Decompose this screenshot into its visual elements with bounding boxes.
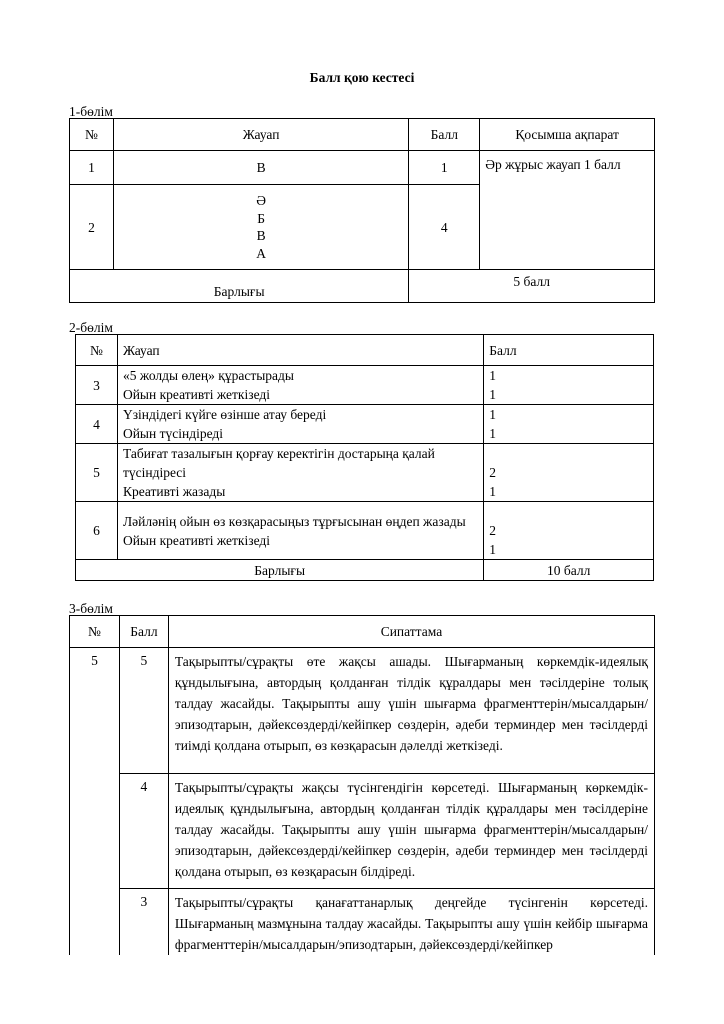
s1-header-no: №: [70, 119, 114, 151]
s2-header-answer: Жауап: [117, 335, 483, 366]
s2-row-score: 2 1: [484, 444, 654, 502]
s2-row-no: 3: [76, 366, 118, 405]
s2-row-score: 1 1: [484, 405, 654, 444]
s2-row-score: 2 1: [484, 502, 654, 560]
s2-row-no: 6: [76, 502, 118, 560]
s2-row-answer: Табиғат тазалығын қорғау керектігін достарыңа қалай түсіндіресі Креативті жазады: [117, 444, 483, 502]
s1-header-info: Қосымша ақпарат: [480, 119, 655, 151]
s3-header-no: №: [70, 616, 120, 648]
s3-row-score: 4: [119, 774, 168, 889]
s1-row2-answer: Ә Б В А: [113, 185, 408, 270]
page-title: Балл қою кестесі: [309, 70, 415, 85]
s2-header-score: Балл: [484, 335, 654, 366]
s2-total-value: 10 балл: [484, 560, 654, 581]
s3-header-score: Балл: [119, 616, 168, 648]
s2-row-score: 1 1: [484, 366, 654, 405]
s1-row1-no: 1: [70, 151, 114, 185]
s1-info: Әр жұрыс жауап 1 балл: [480, 151, 655, 270]
s1-header-answer: Жауап: [113, 119, 408, 151]
section1-label: 1-бөлім: [69, 104, 113, 119]
s2-row-no: 5: [76, 444, 118, 502]
s1-row1-score: 1: [409, 151, 480, 185]
s3-row-desc: Тақырыпты/сұрақты өте жақсы ашады. Шығарманың көркемдік-идеялық құндылығына, автордың қолданған тілдік құралдары мен тәсілдеріне толық талдау жасайды. Тақырыпты ашу үшін шығарма фрагменттерін/мысалдарын/эпизодтарын, дәйексөздерді/кейіпкер сөздерін, әдеби терминдер мен тәсілдерді тиімді қолдана отырып, өз көзқарасын дәлелді жеткізеді.: [168, 648, 654, 774]
s1-row2-score: 4: [409, 185, 480, 270]
s2-row-answer: Үзіндідегі күйге өзінше атау береді Ойын түсіндіреді: [117, 405, 483, 444]
section1-table: [69, 118, 655, 303]
s2-total-label: Барлығы: [76, 560, 484, 581]
s3-row-score: 5: [119, 648, 168, 774]
section2-label: 2-бөлім: [69, 320, 113, 335]
s1-total-value: 5 балл: [409, 270, 655, 303]
s2-row-answer: Ләйләнің ойын өз көзқарасыңыз тұрғысынан өңдеп жазады Ойын креативті жеткізеді: [117, 502, 483, 560]
section3-label: 3-бөлім: [69, 601, 113, 616]
s2-row-no: 4: [76, 405, 118, 444]
s3-no: 5: [70, 648, 120, 956]
s3-header-desc: Сипаттама: [168, 616, 654, 648]
section2-table: [75, 334, 654, 581]
s1-row1-answer: В: [113, 151, 408, 185]
section3-table: [69, 615, 655, 955]
s3-row-score: 3: [119, 889, 168, 956]
s3-row-desc: Тақырыпты/сұрақты жақсы түсінгендігін көрсетеді. Шығарманың көркемдік-идеялық құндылығына, автордың қолданған тілдік құралдары мен тәсілдеріне талдау жасайды. Тақырыпты ашу үшін шығарма фрагменттерін/мысалдарын/эпизодтарын, дәйексөздерді/кейіпкер сөздерін, әдеби терминдер мен тәсілдерді қолдана отырып, өз көзқарасын білдіреді.: [168, 774, 654, 889]
s3-row-desc: Тақырыпты/сұрақты қанағаттанарлық деңгейде түсінгенін көрсетеді. Шығарманың мазмұнына талдау жасайды. Тақырыпты ашу үшін кейбір шығарма фрагменттерін/мысалдарын/эпизодтарын, дәйексөздерді/кейіпкер: [168, 889, 654, 956]
s1-total-label: Барлығы: [70, 270, 409, 303]
s2-row-answer: «5 жолды өлең» құрастырады Ойын креативті жеткізеді: [117, 366, 483, 405]
s2-header-no: №: [76, 335, 118, 366]
s1-row2-no: 2: [70, 185, 114, 270]
s1-header-score: Балл: [409, 119, 480, 151]
